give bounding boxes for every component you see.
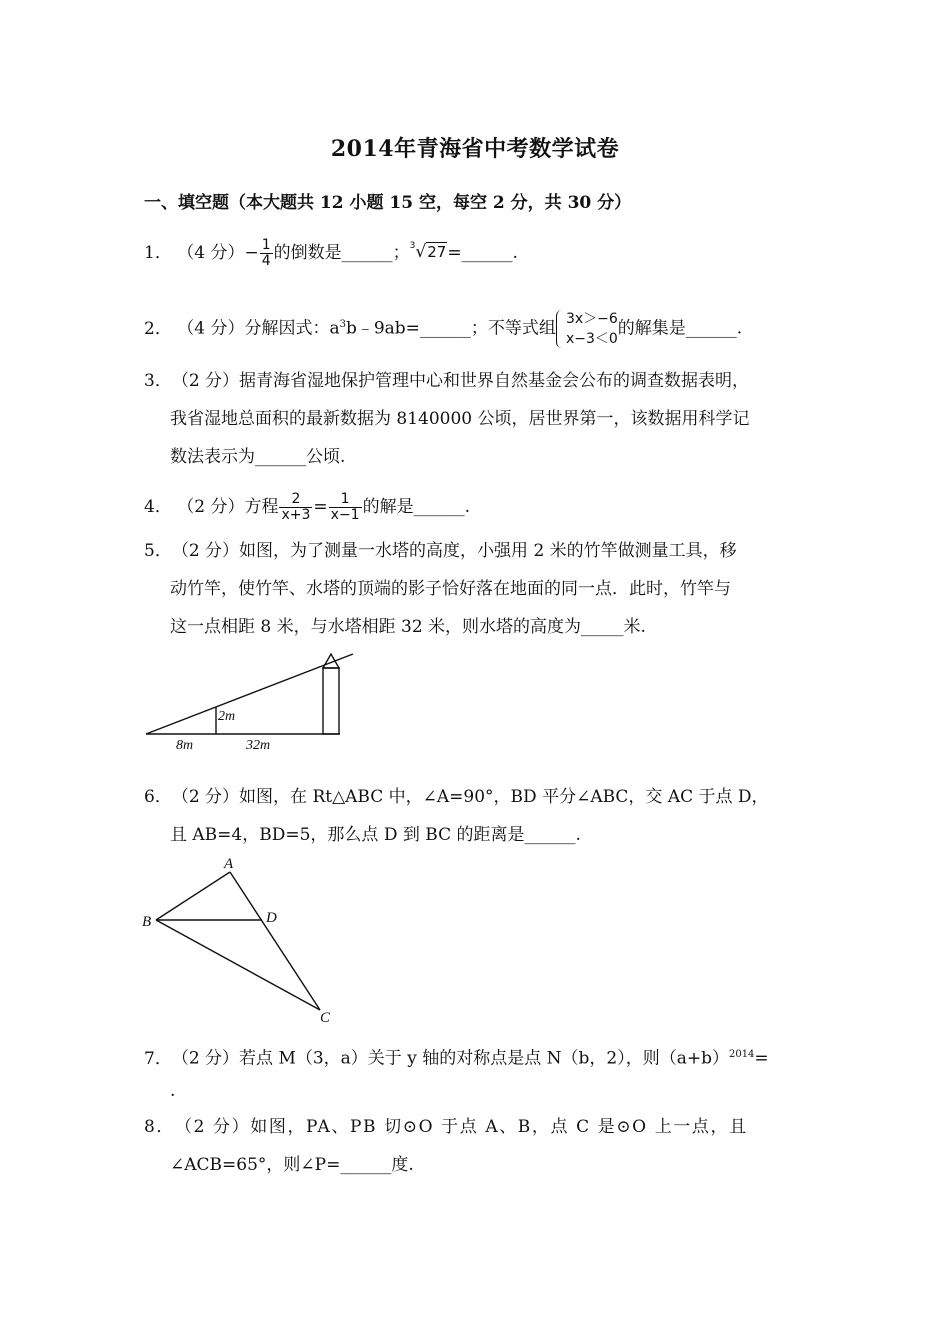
question-8 [144, 1116, 748, 1138]
exponent: 2014 [728, 1049, 755, 1060]
numerator: 2 [291, 491, 301, 507]
exponent: 3 [339, 318, 346, 330]
question-number: 2． [144, 318, 172, 339]
equals-sign: = [754, 1048, 769, 1069]
fraction-left [279, 492, 312, 523]
side-ab [156, 872, 230, 920]
question-text: （2 分）若点 M（3，a）关于 y 轴的对称点是点 N（b，2），则（a+b） [171, 1048, 729, 1069]
question-number: 3． [144, 371, 172, 391]
question-text: （2 分）如图，在 Rt△ABC 中，∠A=90°，BD 平分∠ABC，交 AC 于点 D， [171, 787, 769, 807]
shadow-line [146, 654, 353, 734]
question-text: （2 分）方程 [177, 497, 279, 517]
question-text: 的解是______. [362, 497, 470, 517]
left-distance-label: 8m [176, 738, 194, 753]
radical-sign: √ [415, 242, 427, 262]
question-text: （2 分）据青海省湿地保护管理中心和世界自然基金会公布的调查数据表明， [171, 371, 750, 391]
root-index: 3 [409, 241, 416, 251]
numerator: 1 [340, 491, 350, 507]
inequality-system [556, 309, 618, 349]
question-text: 的倒数是______； [273, 243, 410, 263]
fraction-right [329, 492, 362, 523]
question-8-line-2: ∠ACB=65°，则∠P=______度. [170, 1155, 414, 1175]
equals-sign: = [313, 497, 328, 517]
question-7 [144, 1044, 769, 1070]
vertex-c-label: C [320, 1010, 331, 1026]
question-1 [144, 238, 518, 269]
vertex-a-label: A [224, 856, 234, 872]
question-number: 8． [144, 1117, 176, 1137]
side-bc [156, 920, 320, 1010]
question-text: b﹣9ab=______；不等式组 [345, 318, 556, 339]
point-d-label: D [266, 910, 277, 926]
inequality-2: x−3＜0 [565, 331, 618, 347]
question-number: 1． [144, 243, 172, 263]
question-5-line-3: 这一点相距 8 米，与水塔相距 32 米，则水塔的高度为_____米. [170, 617, 646, 637]
pole-label: 2m [218, 709, 236, 724]
question-number: 7． [144, 1048, 172, 1069]
question-number: 6． [144, 787, 172, 807]
question-6-line-2: 且 AB=4，BD=5，那么点 D 到 BC 的距离是______. [170, 825, 581, 845]
vertex-b-label: B [142, 914, 152, 930]
question-2 [144, 309, 742, 349]
question-3 [144, 370, 749, 392]
question-text: （2 分）如图，PA、PB 切⊙O 于点 A、B，点 C 是⊙O 上一点，且 [175, 1117, 748, 1137]
fraction [260, 238, 273, 269]
denominator: x+3 [281, 507, 311, 523]
score-label: （4 分） [177, 243, 245, 263]
brace [556, 310, 563, 348]
question-number: 5． [144, 541, 172, 561]
side-ac [230, 872, 320, 1010]
page-title: 2014年青海省中考数学试卷 [330, 136, 620, 162]
radicand: 27 [427, 243, 447, 261]
question-text: 的解集是______. [617, 318, 743, 339]
triangle-figure [138, 852, 348, 1028]
minus-sign: − [244, 243, 259, 263]
cube-root [410, 241, 448, 266]
question-3-line-3: 数法表示为______公顷. [170, 447, 346, 467]
question-text: （2 分）如图，为了测量一水塔的高度，小强用 2 米的竹竿做测量工具，移 [171, 541, 737, 561]
inequality-1: 3x＞−6 [565, 311, 618, 327]
question-6 [144, 786, 769, 808]
question-number: 4． [144, 497, 172, 517]
denominator: 4 [261, 253, 271, 269]
water-tower [323, 668, 339, 734]
question-5 [144, 540, 737, 562]
denominator: x−1 [330, 507, 360, 523]
question-3-line-2: 我省湿地总面积的最新数据为 8140000 公顷，居世界第一，该数据用科学记 [170, 409, 750, 429]
question-text: （4 分）分解因式：a [177, 318, 340, 339]
question-4 [144, 492, 470, 523]
section-heading: 一、填空题（本大题共 12 小题 15 空，每空 2 分，共 30 分） [144, 193, 632, 213]
question-5-line-2: 动竹竿，使竹竿、水塔的顶端的影子恰好落在地面的同一点．此时，竹竿与 [170, 579, 731, 599]
question-text: =______. [447, 243, 518, 263]
numerator: 1 [261, 237, 271, 253]
question-7-line-2: . [170, 1081, 176, 1101]
right-distance-label: 32m [246, 738, 271, 753]
water-tower-figure [140, 645, 360, 755]
